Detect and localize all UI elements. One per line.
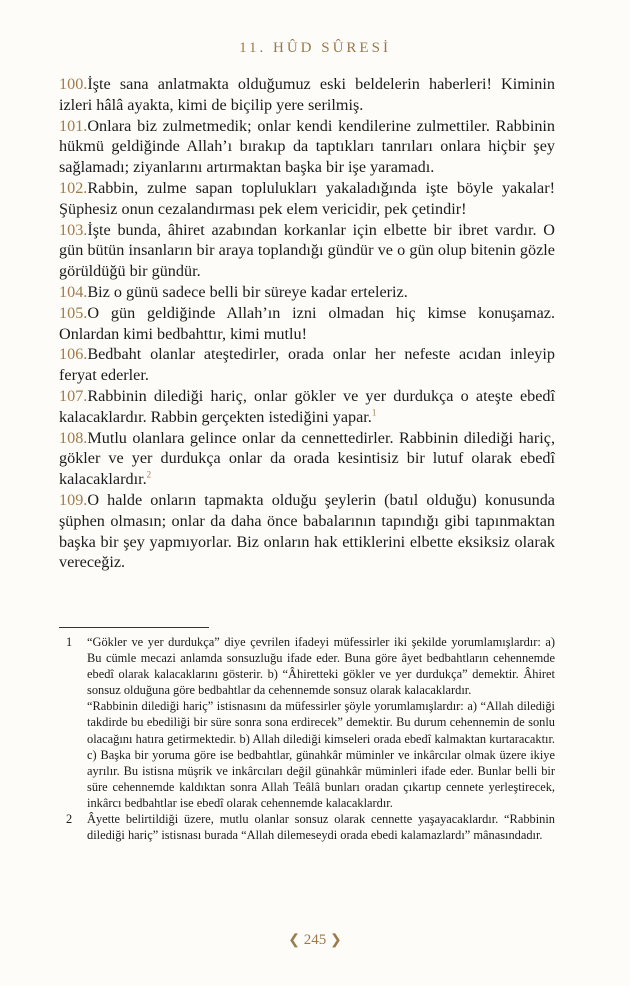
footnote-number: 1 xyxy=(66,635,73,649)
footnote-body xyxy=(87,811,555,843)
verse-text: Onlara biz zulmetmedik; onlar kendi kendilerine zulmettiler. Rabbinin hükmü geldiğinde Allah’ı bırakıp da taptıkları tanrıları onlara hiçbir şey sağlamadı; ziyanlarını artırmaktan başka bir işe yaramadı. xyxy=(59,116,555,177)
footnote-ref-1[interactable]: 1 xyxy=(371,407,377,418)
verse-number: 107. xyxy=(59,386,88,405)
verse-106 xyxy=(59,344,555,386)
verse-104 xyxy=(59,282,555,303)
footnote-paragraph: “Rabbinin dilediği hariç” istisnasını da müfessirler şöyle yorumlamışlardır: a) “Allah dilediği takdirde bu ebediliği bir süre sonra sona erdirecek” demektir. Bu durum cehennemin de sonlu olacağını hatıra getirmektedir. b) Allah dilediği kimseleri orada ebedî kalmaktan kurtaracaktır. c) Başka bir yoruma göre ise bedbahtlar, günahkâr müminler ve inkârcılar olmak üzere ikiye ayrılır. Bu istisna müşrik ve inkârcıları değil günahkâr müminleri ifade eder. Bunlar belli bir süre cehennemde kaldıktan sonra Allah Teâlâ bunları oradan çıkartıp cennete yerleştirecek, inkârcı bedbahtlar ise ebedî olarak cehennemde kalacaklardır. xyxy=(87,699,555,810)
verse-number: 102. xyxy=(59,178,88,197)
verse-block xyxy=(59,74,555,573)
verse-100 xyxy=(59,74,555,116)
verse-text: Mutlu olanlara gelince onlar da cennettedirler. Rabbinin dilediği hariç, gökler ve yer durdukça onlar da orada kesintisiz bir lutuf olarak ebedî kalacaklardır. xyxy=(59,428,555,489)
verse-number: 100. xyxy=(59,75,88,93)
footnote-2 xyxy=(59,811,555,843)
footnote-paragraph: “Gökler ve yer durdukça” diye çevrilen ifadeyi müfessirler iki şekilde yorumlamışlardır: a) Bu cümle mecazi anlamda sonsuzluğu ifade eder. Buna göre âyet bedbahtların cehennemde ebedî olarak kalacaklarını gösterir. b) “Âhiretteki gökler ve yer durdukça” demektir. Âhiret sonsuz olduğuna göre bedbahtlar da cehennemde sonsuz olarak kalacaklardır. xyxy=(87,635,555,698)
verse-text: Rabbinin dilediği hariç, onlar gökler ve yer durdukça o ateşte ebedî kalacaklardır. Rabbin gerçekten istediğini yapar. xyxy=(59,386,555,426)
verse-number: 109. xyxy=(59,490,88,509)
verse-number: 103. xyxy=(59,220,88,239)
verse-number: 101. xyxy=(59,116,88,135)
verse-text: Rabbin, zulme sapan toplulukları yakaladığında işte böyle yakalar! Şüphesiz onun cezalandırması pek elem vericidir, pek çetindir! xyxy=(59,178,555,218)
verse-text: İşte sana anlatmakta olduğumuz eski beldelerin haberleri! Kiminin izleri hâlâ ayakta, kimi de biçilip yere serilmiş. xyxy=(59,75,555,114)
page-number-value: 245 xyxy=(303,932,327,948)
verse-text: O gün geldiğinde Allah’ın izni olmadan hiç kimse konuşamaz. Onlardan kimi bedbahttır, kimi mutlu! xyxy=(59,303,555,343)
footnote-paragraph: Âyette belirtildiği üzere, mutlu olanlar sonsuz olarak cennette yaşayacaklardır. “Rabbinin dilediği hariç” istisnası burada “Allah dilemeseydi orada ebedi kalamazlardı” mânasındadır. xyxy=(87,812,555,843)
verse-108 xyxy=(59,428,555,490)
verse-number: 106. xyxy=(59,345,88,364)
verse-103 xyxy=(59,220,555,282)
verse-text: İşte bunda, âhiret azabından korkanlar için elbette bir ibret vardır. O gün bütün insanların bir araya toplandığı gündür ve o gün olup bitenin gözle görüldüğü bir gündür. xyxy=(59,220,555,281)
footnote-1 xyxy=(59,634,555,811)
verse-107 xyxy=(59,386,555,428)
verse-101 xyxy=(59,116,555,178)
running-header: 11. HÛD SÛRESİ xyxy=(239,40,391,56)
verse-text: Bedbaht olanlar ateştedirler, orada onlar her nefeste acıdan inleyip feryat ederler. xyxy=(59,345,555,385)
verse-text: Biz o günü sadece belli bir süreye kadar erteleriz. xyxy=(87,282,408,301)
verse-109 xyxy=(59,490,555,573)
verse-102 xyxy=(59,178,555,220)
footnote-number: 2 xyxy=(66,812,73,827)
page-number xyxy=(0,932,630,949)
footnote-ref-2[interactable]: 2 xyxy=(146,469,152,480)
verse-number: 104. xyxy=(59,282,88,301)
verse-text: O halde onların tapmakta olduğu şeylerin (batıl olduğu) konusunda şüphen olmasın; onlar da daha önce babalarının tapındığı gibi tapınmaktan başka bir şey yapmıyorlar. Biz onların hak ettiklerini elbette eksiksiz olarak vereceğiz. xyxy=(59,490,555,572)
footnotes xyxy=(59,634,555,843)
right-ornament-icon: ❯ xyxy=(330,933,342,948)
verse-number: 105. xyxy=(59,303,88,322)
footnote-body xyxy=(87,634,555,811)
verse-105 xyxy=(59,303,555,345)
verse-number: 108. xyxy=(59,428,88,447)
footnote-separator xyxy=(59,627,209,628)
left-ornament-icon: ❮ xyxy=(288,933,300,948)
